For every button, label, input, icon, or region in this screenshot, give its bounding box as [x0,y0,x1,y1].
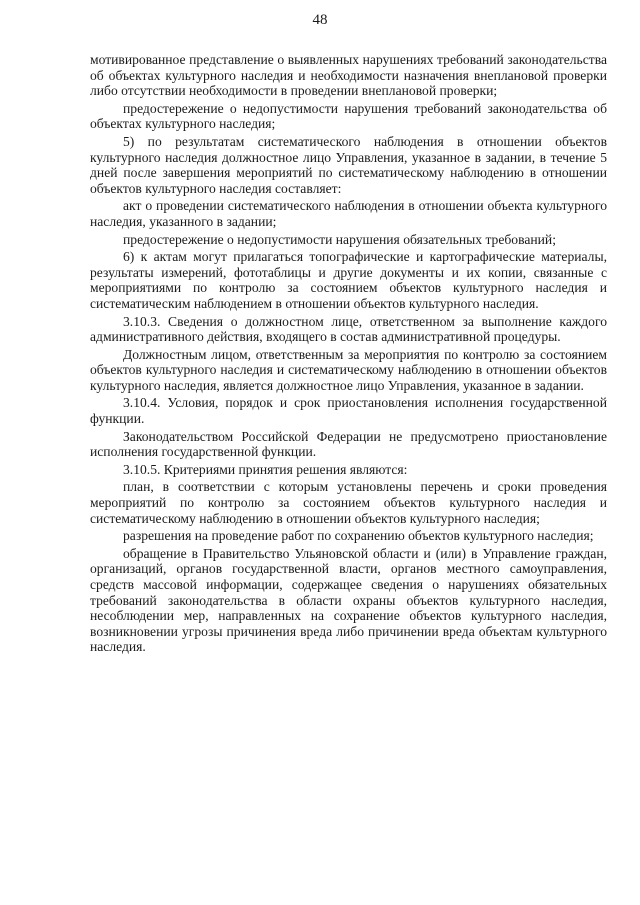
paragraph: Законодательством Российской Федерации не предусмотрено приостановление исполнения государственной функции. [90,428,607,460]
paragraph: 3.10.5. Критериями принятия решения являются: [123,461,408,477]
paragraph: обращение в Правительство Ульяновской области и (или) в Управление граждан, организаций, органов государственной власти, органов местного самоуправления, средств массовой информации, содержащее сведения о нарушениях обязательных требований законодательства в области охраны объектов культурного наследия, несоблюдении мер, направленных на сохранение объектов культурного наследия, возникновении угрозы причинения вреда либо причинении вреда объектам культурного наследия. [90,545,607,655]
paragraph: 6) к актам могут прилагаться топографические и картографические материалы, результаты измерений, фототаблицы и другие документы и их копии, связанные с мероприятиями по контролю за состоянием объектов культурного наследия и систематическим наблюдением в отношении объектов культурного наследия. [90,249,607,311]
page-number: 48 [312,12,328,28]
paragraph: план, в соответствии с которым установлены перечень и сроки проведения мероприятий по контролю за состоянием объектов культурного наследия и систематическому наблюдению в отношении объектов культурного наследия; [90,479,607,526]
paragraph: 5) по результатам систематического наблюдения в отношении объектов культурного наследия должностное лицо Управления, указанное в задании, в течение 5 дней после завершения мероприятий по систематическому наблюдению в отношении объектов культурного наследия составляет: [90,133,607,196]
paragraph: акт о проведении систематического наблюдения в отношении объекта культурного наследия, указанного в задании; [90,198,607,229]
paragraph: предостережение о недопустимости нарушения обязательных требований; [123,231,556,247]
paragraph: Должностным лицом, ответственным за мероприятия по контролю за состоянием объектов культурного наследия и систематическому наблюдению в отношении объектов культурного наследия, является должностное лицо Управления, указанное в задании. [90,346,607,393]
paragraph: 3.10.3. Сведения о должностном лице, ответственном за выполнение каждого административного действия, входящего в состав административной процедуры. [90,313,607,345]
paragraph: разрешения на проведение работ по сохранению объектов культурного наследия; [123,528,594,544]
paragraph: предостережение о недопустимости нарушения требований законодательства об объектах культурного наследия; [90,100,607,132]
document-body [90,52,607,657]
paragraph: мотивированное представление о выявленных нарушениях требований законодательства об объектах культурного наследия и необходимости назначения внеплановой проверки либо отсутствии необходимости в проведении внеплановой проверки; [90,52,607,99]
paragraph: 3.10.4. Условия, порядок и срок приостановления исполнения государственной функции. [90,395,607,427]
